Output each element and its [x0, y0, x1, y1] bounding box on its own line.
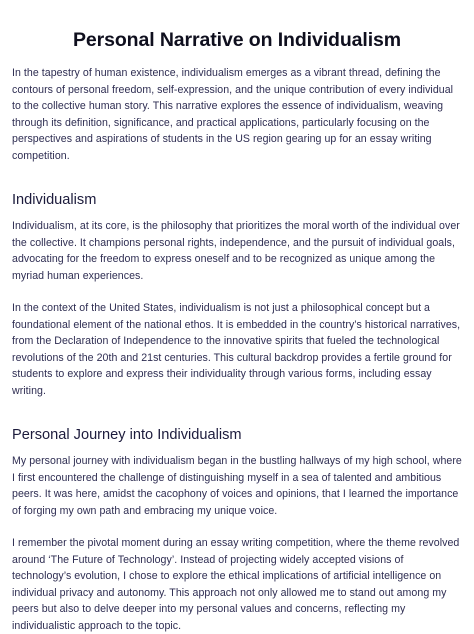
paragraph: I remember the pivotal moment during an essay writing competition, where the theme revolved around ‘The Future of Technology’. Instead of projecting widely accepted visions of technology’s evolution, I chose to explore the ethical implications of artificial intelligence on individual privacy and autonomy. This approach not only allowed me to stand out among my peers but also to delve deeper into my personal values and concerns, reflecting my individualistic approach to the topic.: [12, 537, 460, 632]
intro-paragraph: In the tapestry of human existence, individualism emerges as a vibrant thread, defining the contours of personal freedom, self-expression, and the unique contribution of every individual to the collective human story. This narrative explores the essence of individualism, weaving through its definition, significance, and practical applications, particularly focusing on the perspectives and aspirations of students in the US region gearing up for an essay writing competition.: [12, 67, 454, 162]
section-heading-individualism: Individualism: [12, 192, 97, 208]
paragraph-spacer: [12, 519, 462, 535]
paragraph: My personal journey with individualism began in the bustling hallways of my high school, where I first encountered the challenge of distinguishing myself in a sea of talented and ambitious peers. It was here, amidst the cacophony of voices and opinions, that I learned the importance of forging my own path and embracing my unique voice.: [12, 455, 462, 517]
document-title: Personal Narrative on Individualism: [72, 29, 402, 51]
paragraph-spacer: [12, 284, 462, 300]
paragraph: In the context of the United States, individualism is not just a philosophical concept but a foundational element of the national ethos. It is embedded in the country’s historical narratives, from the Declaration of Independence to the innovative spirits that fueled the technological revolutions of the 20th and 21st centuries. This cultural backdrop provides a fertile ground for students to explore and express their individuality through various forms, including essay writing.: [12, 302, 461, 397]
section-heading-personal-journey: Personal Journey into Individualism: [12, 427, 242, 443]
paragraph: Individualism, at its core, is the philosophy that prioritizes the moral worth of the individual over the collective. It champions personal rights, independence, and the pursuit of individual goals, advocating for the freedom to express oneself and to be recognized as unique among the myriad human experiences.: [12, 220, 460, 282]
section-spacer: [12, 399, 462, 425]
section-spacer: [12, 164, 462, 190]
section-individualism: [12, 190, 462, 399]
section-personal-journey: [12, 425, 462, 634]
